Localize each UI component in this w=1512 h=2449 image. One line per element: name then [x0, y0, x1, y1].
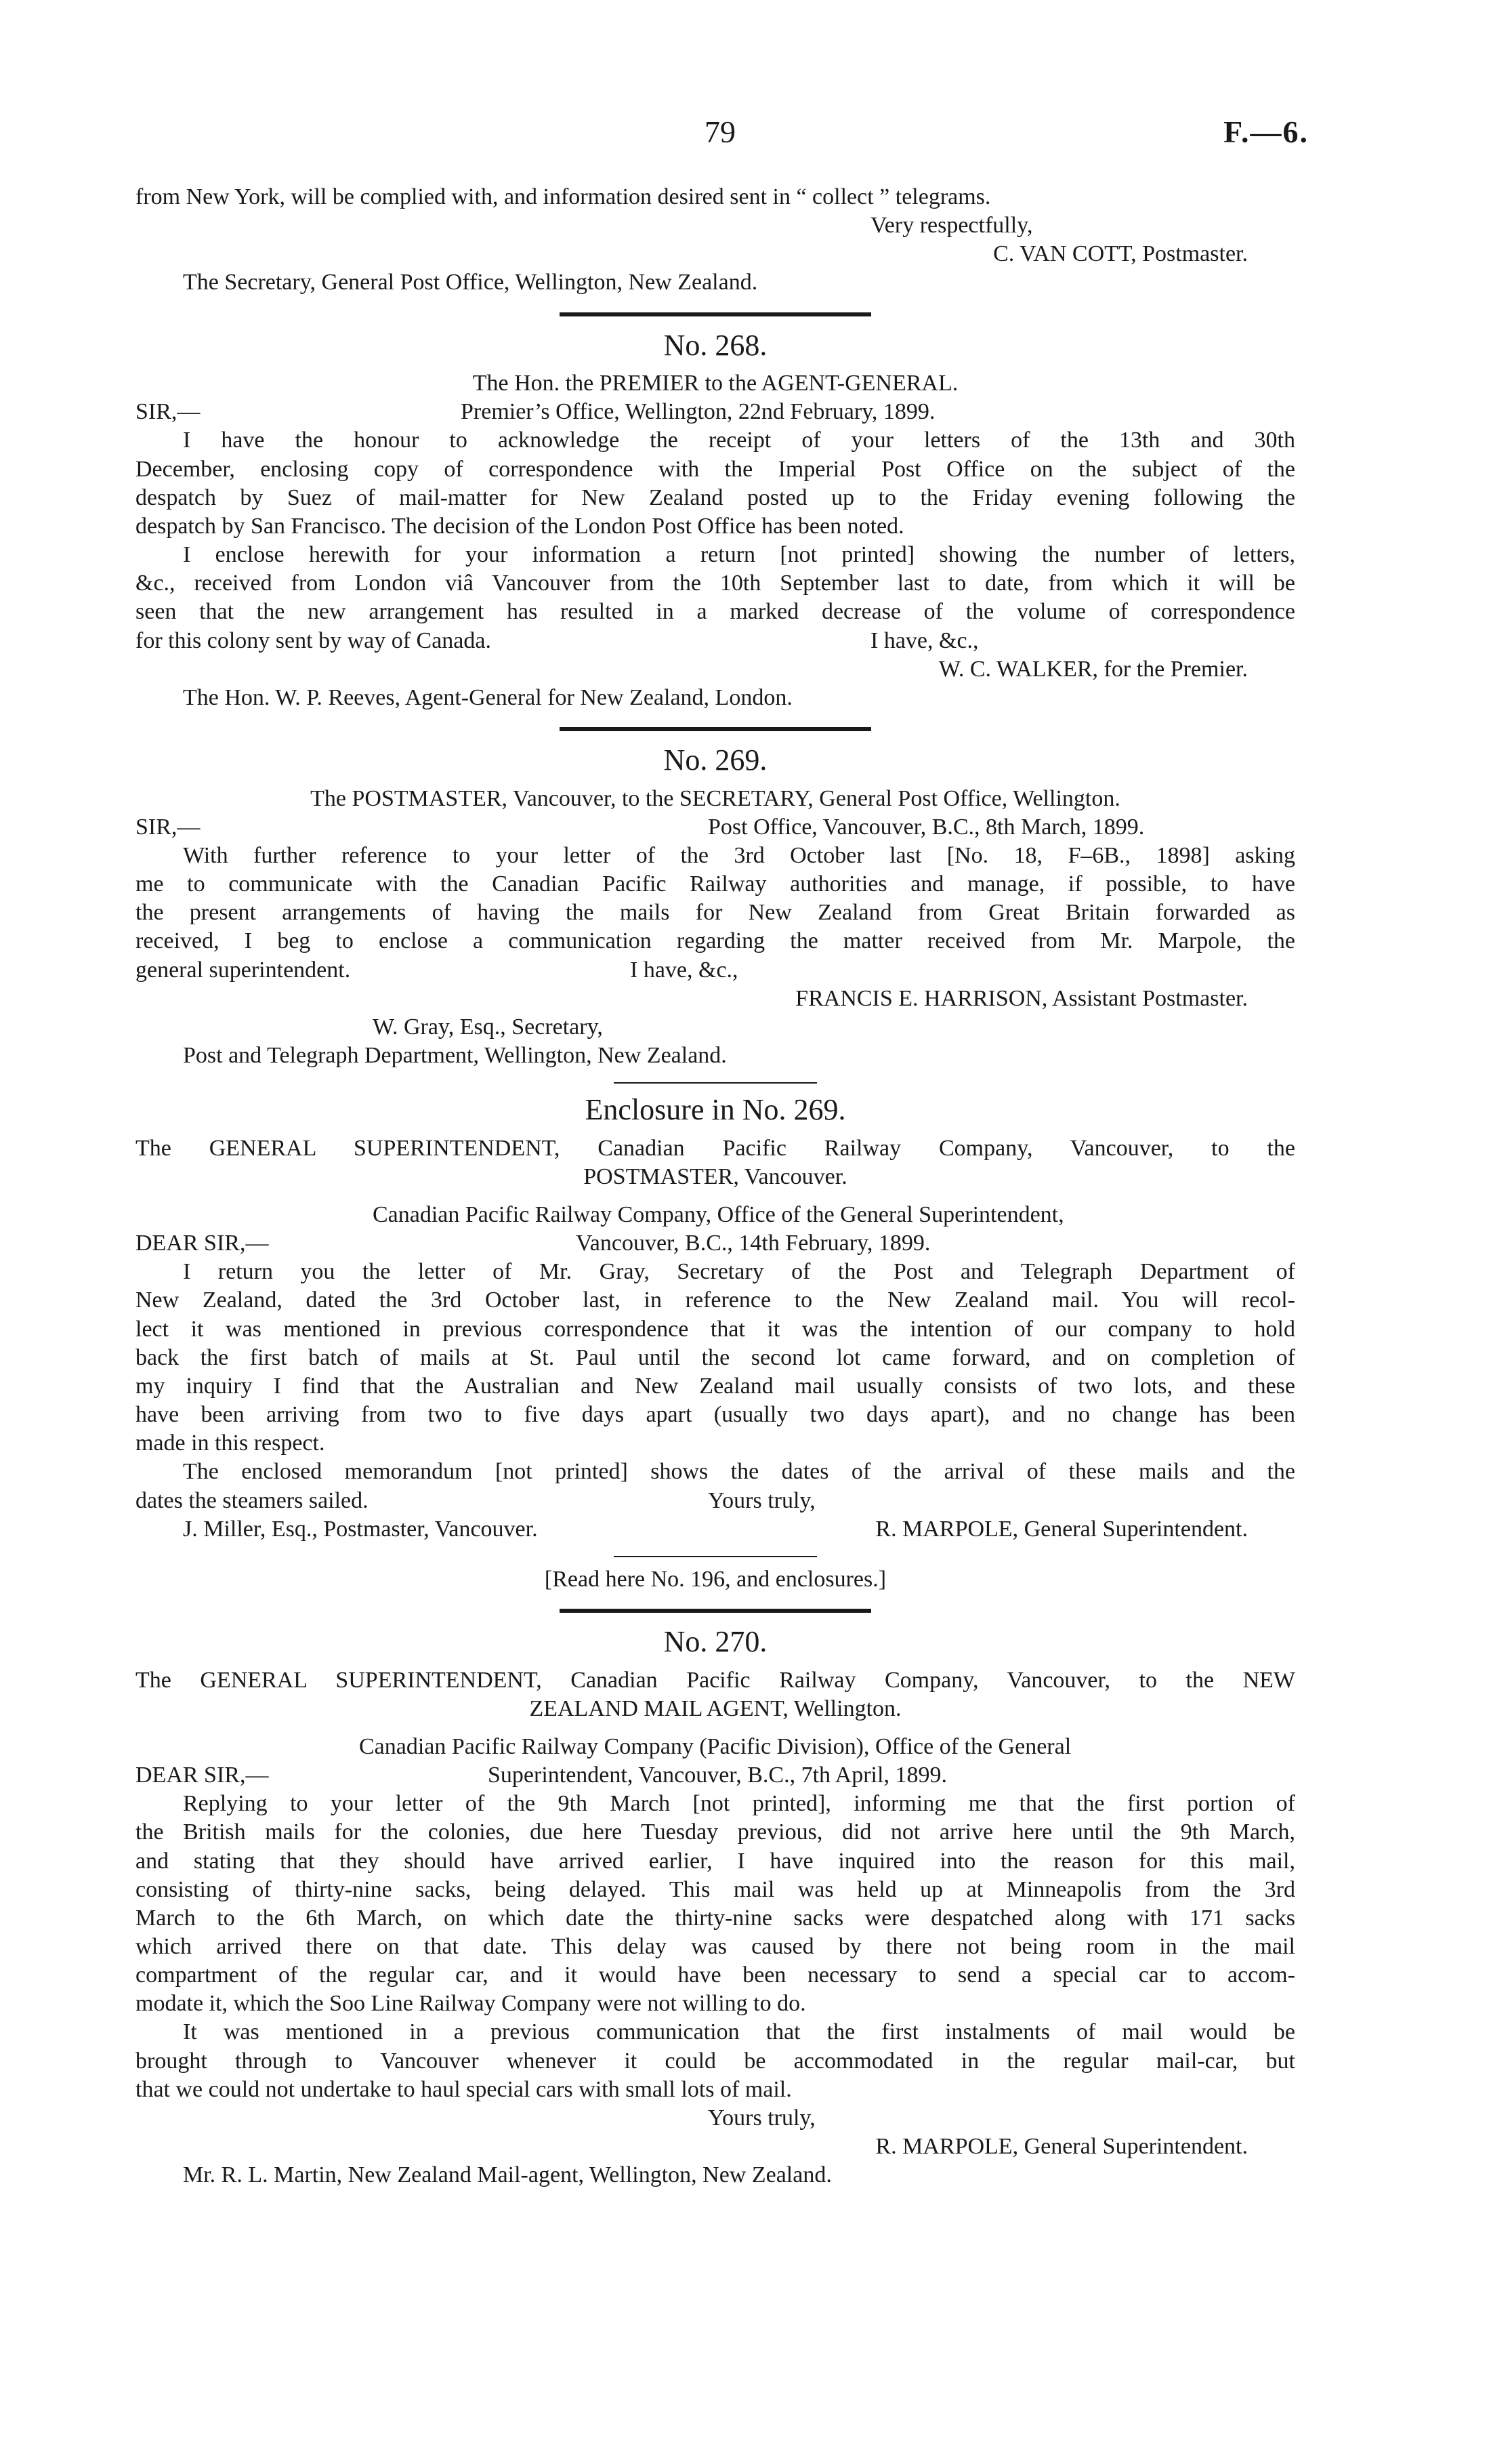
paragraph-line: The enclosed memorandum [not printed] shows the dates of the arrival of these mails and the [183, 1459, 1295, 1485]
enclosure-title: Enclosure in No. 269. [585, 1093, 846, 1127]
letter-number: No. 269. [663, 743, 768, 777]
paragraph-line: modate it, which the Soo Line Railway Company were not willing to do. [135, 1991, 806, 2017]
sender-address: Vancouver, B.C., 14th February, 1899. [576, 1231, 931, 1256]
page-header [0, 114, 1512, 161]
paragraph-line: With further reference to your letter of the 3rd October last [No. 18, F–6B., 1898] asking [183, 842, 1295, 868]
signature: W. C. WALKER, for the Premier. [938, 656, 1248, 682]
signature: C. VAN COTT, Postmaster. [993, 241, 1248, 267]
paragraph-line: my inquiry I find that the Australian and New Zealand mail usually consists of two lots, and these [135, 1373, 1295, 1399]
letter-heading: The POSTMASTER, Vancouver, to the SECRETARY, General Post Office, Wellington. [310, 785, 1120, 811]
paragraph-line: It was mentioned in a previous communication that the first instalments of mail would be [183, 2019, 1295, 2045]
paragraph-line: &c., received from London viâ Vancouver from the 10th September last to date, from which it will be [135, 571, 1295, 596]
paragraph-line: I enclose herewith for your information a return [not printed] showing the number of letters, [183, 542, 1295, 568]
paragraph-line: compartment of the regular car, and it would have been necessary to send a special car to accom- [135, 1962, 1295, 1988]
paragraph-line: the British mails for the colonies, due here Tuesday previous, did not arrive here until the 9th March, [135, 1819, 1295, 1845]
salutation: SIR,— [135, 814, 201, 840]
sender-address: Canadian Pacific Railway Company (Pacific Division), Office of the General [359, 1733, 1072, 1759]
section-divider [614, 1082, 817, 1084]
paragraph-line: consisting of thirty-nine sacks, being delayed. This mail was held up at Minneapolis from the 3rd [135, 1876, 1295, 1902]
section-divider [614, 1556, 817, 1557]
paragraph-line: made in this respect. [135, 1431, 325, 1456]
paragraph-line: seen that the new arrangement has resulted in a marked decrease of the volume of correspondence [135, 599, 1295, 625]
paragraph-line: back the first batch of mails at St. Paul until the second lot came forward, and on completion of [135, 1344, 1295, 1370]
paragraph-line: me to communicate with the Canadian Pacific Railway authorities and manage, if possible, to have [135, 871, 1295, 897]
paragraph-line: and stating that they should have arrived earlier, I have inquired into the reason for this mail, [135, 1848, 1295, 1874]
letter-heading: ZEALAND MAIL AGENT, Wellington. [529, 1695, 902, 1721]
closing: Yours truly, [708, 1487, 816, 1513]
closing: I have, &c., [870, 627, 979, 653]
page-reference: F.—6. [1223, 115, 1309, 149]
salutation: DEAR SIR,— [135, 1231, 269, 1256]
paragraph-line: March to the 6th March, on which date the thirty-nine sacks were despatched along with 171 sacks [135, 1905, 1295, 1931]
editorial-note: [Read here No. 196, and enclosures.] [544, 1566, 887, 1592]
paragraph-line: lect it was mentioned in previous correspondence that it was the intention of our company to hold [135, 1316, 1295, 1342]
letter-heading: The GENERAL SUPERINTENDENT, Canadian Pacific Railway Company, Vancouver, to the [135, 1135, 1295, 1161]
section-divider [560, 312, 871, 316]
salutation-row [135, 398, 1295, 426]
page-content [135, 183, 1295, 2189]
closing: I have, &c., [630, 957, 738, 983]
paragraph-line: I have the honour to acknowledge the receipt of your letters of the 13th and 30th [183, 428, 1295, 453]
closing: Yours truly, [708, 2105, 816, 2131]
letter-number: No. 270. [663, 1625, 768, 1659]
paragraph-line: despatch by Suez of mail-matter for New Zealand posted up to the Friday evening following the [135, 485, 1295, 510]
paragraph-line: brought through to Vancouver whenever it could be accommodated in the regular mail-car, but [135, 2048, 1295, 2074]
paragraph-line: which arrived there on that date. This delay was caused by there not being room in the mail [135, 1934, 1295, 1959]
paragraph-line: despatch by San Francisco. The decision of the London Post Office has been noted. [135, 513, 904, 539]
addressee: Post and Telegraph Department, Wellington, New Zealand. [183, 1043, 727, 1068]
closing: Very respectfully, [870, 213, 1033, 239]
paragraph-end-row [135, 956, 1295, 985]
sender-address: Canadian Pacific Railway Company, Office of the General Superintendent, [373, 1202, 1064, 1228]
salutation: SIR,— [135, 399, 201, 425]
paragraph-line: New Zealand, dated the 3rd October last, in reference to the New Zealand mail. You will recol- [135, 1288, 1295, 1313]
addressee: Mr. R. L. Martin, New Zealand Mail-agent, Wellington, New Zealand. [183, 2162, 832, 2188]
sender-address: Premier’s Office, Wellington, 22nd February, 1899. [461, 399, 936, 425]
paragraph-line: general superintendent. [135, 957, 351, 983]
paragraph-end-row [135, 1487, 1295, 1515]
paragraph-line: I return you the letter of Mr. Gray, Secretary of the Post and Telegraph Department of [183, 1259, 1295, 1285]
addressee: J. Miller, Esq., Postmaster, Vancouver. [183, 1516, 538, 1542]
letter-heading: The Hon. the PREMIER to the AGENT-GENERAL. [472, 371, 959, 396]
paragraph-line: the present arrangements of having the mails for New Zealand from Great Britain forwarded as [135, 900, 1295, 926]
paragraph-line: have been arriving from two to five days apart (usually two days apart), and no change has been [135, 1402, 1295, 1428]
salutation-row [135, 1761, 1295, 1790]
continued-text: from New York, will be complied with, and information desired sent in “ collect ” telegrams. [135, 184, 991, 209]
page-number: 79 [705, 115, 736, 149]
salutation-row [135, 1229, 1295, 1258]
section-divider [560, 1609, 871, 1613]
sender-address: Post Office, Vancouver, B.C., 8th March, 1899. [708, 814, 1145, 840]
salutation: DEAR SIR,— [135, 1763, 269, 1788]
sign-off-row [135, 1515, 1295, 1544]
addressee: The Hon. W. P. Reeves, Agent-General for New Zealand, London. [183, 684, 793, 710]
paragraph-line: that we could not undertake to haul special cars with small lots of mail. [135, 2076, 792, 2102]
paragraph-end-row [135, 627, 1295, 655]
letter-number: No. 268. [663, 328, 768, 362]
signature: FRANCIS E. HARRISON, Assistant Postmaster. [795, 985, 1248, 1011]
sender-address: Superintendent, Vancouver, B.C., 7th April, 1899. [488, 1763, 947, 1788]
addressee: The Secretary, General Post Office, Wellington, New Zealand. [183, 270, 758, 295]
paragraph-line: for this colony sent by way of Canada. [135, 627, 491, 653]
letter-heading: POSTMASTER, Vancouver. [583, 1164, 847, 1189]
paragraph-line: December, enclosing copy of correspondence with the Imperial Post Office on the subject of the [135, 456, 1295, 482]
addressee: W. Gray, Esq., Secretary, [373, 1014, 603, 1040]
section-divider [560, 727, 871, 731]
paragraph-line: dates the steamers sailed. [135, 1487, 369, 1513]
signature: R. MARPOLE, General Superintendent. [875, 2134, 1248, 2160]
letter-heading: The GENERAL SUPERINTENDENT, Canadian Pacific Railway Company, Vancouver, to the NEW [135, 1667, 1295, 1693]
paragraph-line: received, I beg to enclose a communication regarding the matter received from Mr. Marpole, the [135, 928, 1295, 954]
salutation-row [135, 813, 1295, 842]
paragraph-line: Replying to your letter of the 9th March [not printed], informing me that the first portion of [183, 1791, 1295, 1817]
signature: R. MARPOLE, General Superintendent. [875, 1516, 1248, 1542]
